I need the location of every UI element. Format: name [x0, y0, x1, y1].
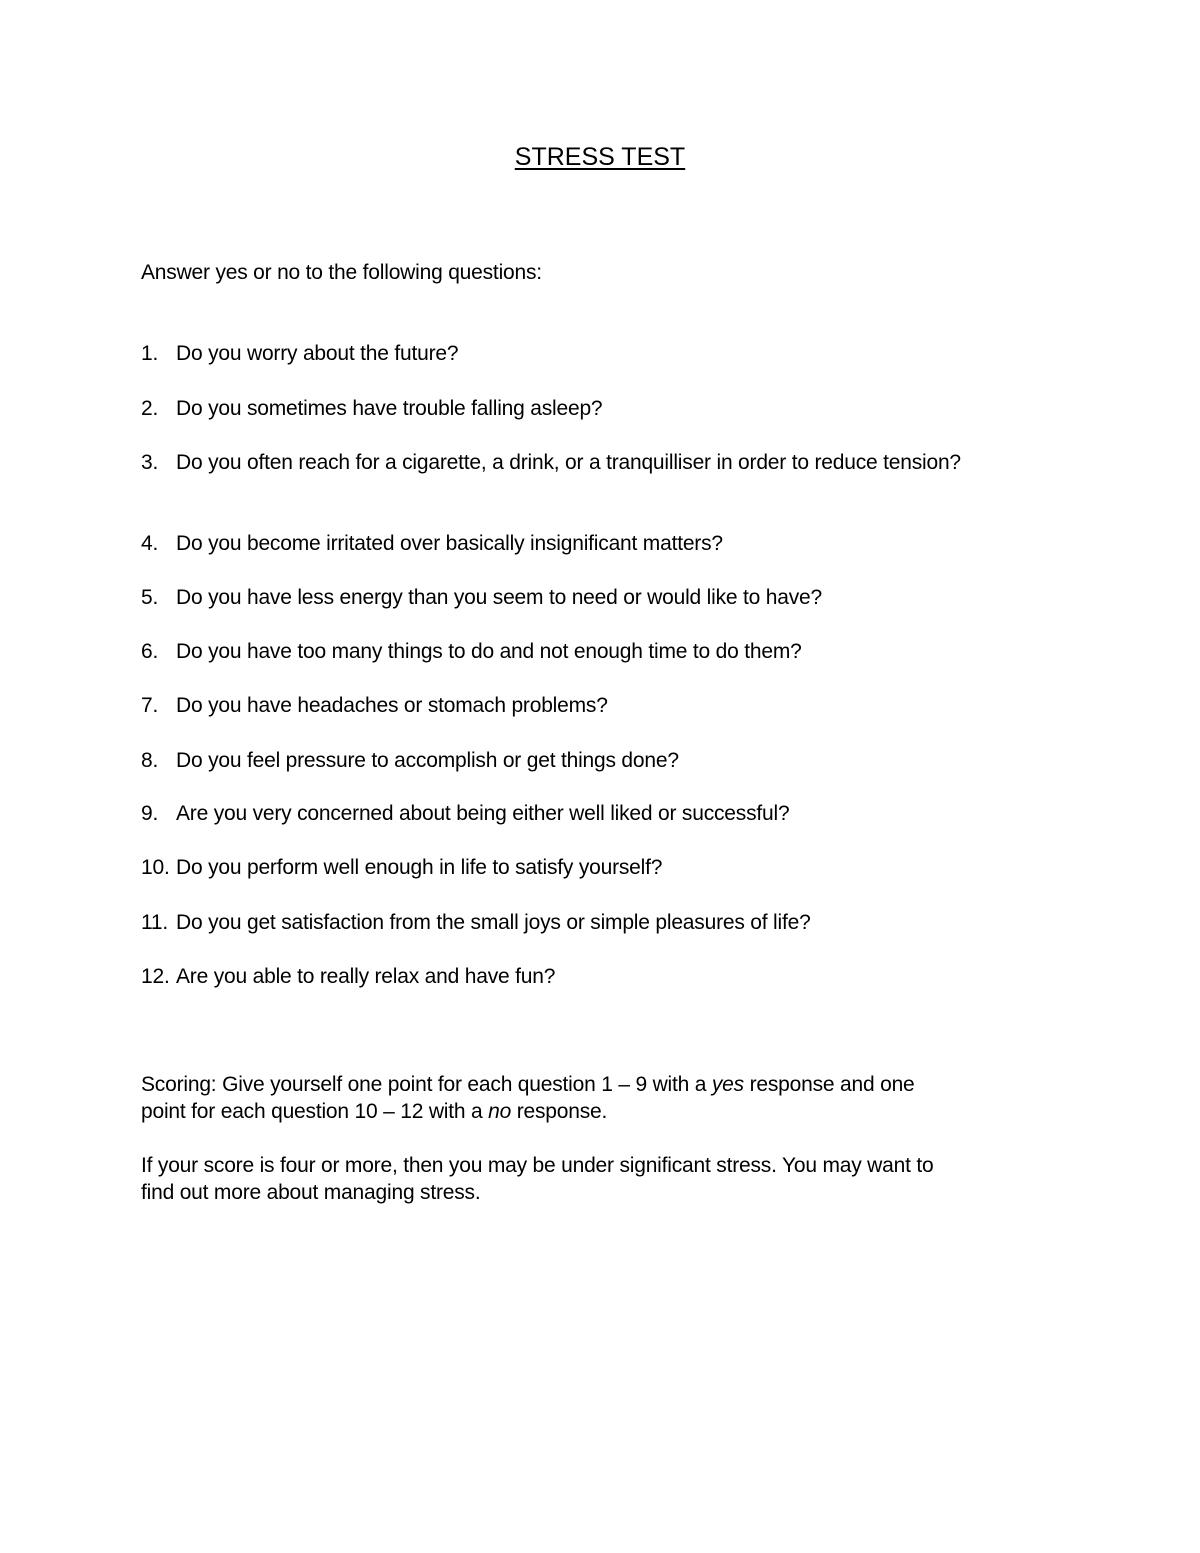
scoring-no: no — [488, 1100, 512, 1123]
question-item — [141, 854, 1041, 881]
question-item — [141, 395, 1041, 422]
question-number: 2. — [141, 397, 159, 420]
question-text: Do you become irritated over basically insignificant matters? — [176, 532, 723, 555]
question-text: Do you sometimes have trouble falling asleep? — [176, 397, 603, 420]
question-item — [141, 909, 1041, 936]
question-item — [141, 747, 1041, 774]
conclusion-line-2: find out more about managing stress. — [141, 1181, 481, 1204]
scoring-paragraph — [141, 1071, 1061, 1125]
question-item — [141, 638, 1041, 665]
question-text: Do you perform well enough in life to satisfy yourself? — [176, 856, 663, 879]
scoring-line-2 — [141, 1098, 1061, 1125]
question-text: Are you very concerned about being either well liked or successful? — [176, 802, 790, 825]
question-text: Are you able to really relax and have fun? — [176, 965, 556, 988]
question-item — [141, 584, 1041, 611]
conclusion-paragraph — [141, 1152, 1071, 1206]
question-text: Do you feel pressure to accomplish or get things done? — [176, 749, 679, 772]
question-text: Do you get satisfaction from the small joys or simple pleasures of life? — [176, 911, 811, 934]
question-number: 12. — [141, 965, 170, 988]
question-text: Do you often reach for a cigarette, a drink, or a tranquilliser in order to reduce tension? — [176, 451, 961, 474]
scoring-text-2: response and one — [743, 1073, 915, 1096]
question-text: Do you have too many things to do and not enough time to do them? — [176, 640, 802, 663]
instructions-text: Answer yes or no to the following questions: — [141, 261, 542, 284]
question-text: Do you worry about the future? — [176, 342, 459, 365]
question-item — [141, 449, 1041, 476]
question-item — [141, 800, 1041, 827]
question-number: 8. — [141, 749, 159, 772]
question-number: 3. — [141, 451, 159, 474]
question-number: 1. — [141, 342, 159, 365]
question-number: 7. — [141, 694, 159, 717]
scoring-line-1 — [141, 1071, 1061, 1098]
question-text: Do you have headaches or stomach problems? — [176, 694, 608, 717]
question-number: 5. — [141, 586, 159, 609]
question-item — [141, 963, 1041, 990]
question-item — [141, 340, 1041, 367]
question-number: 4. — [141, 532, 159, 555]
scoring-text-1: Scoring: Give yourself one point for each question 1 – 9 with a — [141, 1073, 712, 1096]
scoring-text-4: response. — [511, 1100, 608, 1123]
page-title: STRESS TEST — [514, 143, 686, 171]
scoring-text-3: point for each question 10 – 12 with a — [141, 1100, 489, 1123]
question-number: 10. — [141, 856, 170, 879]
scoring-yes: yes — [711, 1073, 744, 1096]
question-text: Do you have less energy than you seem to need or would like to have? — [176, 586, 822, 609]
question-number: 6. — [141, 640, 159, 663]
question-number: 9. — [141, 802, 159, 825]
question-number: 11. — [141, 911, 169, 934]
conclusion-line-1: If your score is four or more, then you may be under significant stress. You may want to — [141, 1154, 934, 1177]
question-item — [141, 530, 1041, 557]
question-item — [141, 692, 1041, 719]
